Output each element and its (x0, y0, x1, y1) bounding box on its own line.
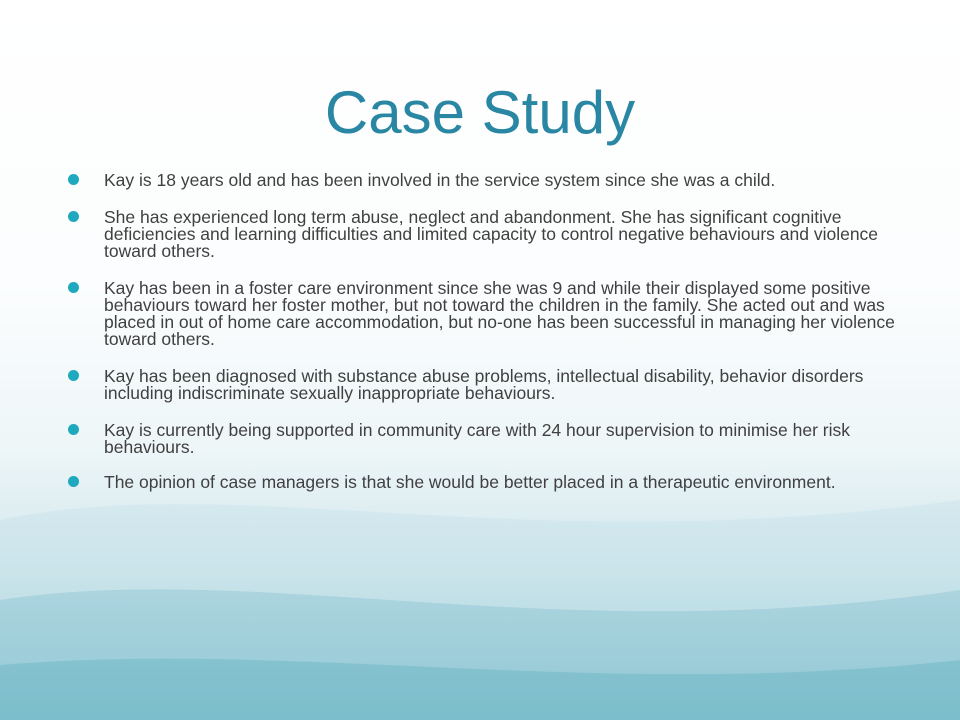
bullet-marker-icon (68, 282, 79, 293)
bullet-text: Kay is 18 years old and has been involved in the service system since she was a child. (104, 170, 776, 190)
bullet-item (66, 422, 896, 456)
bullet-marker-icon (68, 476, 79, 487)
bullet-text: Kay has been in a foster care environment since she was 9 and while their displayed some positive behaviours toward her foster mother, but not toward the children in the family. She acted out and was placed in out of home care accommodation, but no-one has been successful in managing her violence toward others. (104, 278, 895, 349)
bullet-text: She has experienced long term abuse, neglect and abandonment. She has significant cognitive deficiencies and learning difficulties and limited capacity to control negative behaviours and violence toward others. (104, 207, 879, 261)
bullet-item (66, 280, 896, 348)
bullet-text: Kay is currently being supported in community care with 24 hour supervision to minimise her risk behaviours. (104, 420, 851, 457)
bullet-text: The opinion of case managers is that she would be better placed in a therapeutic environment. (104, 472, 836, 492)
bullet-marker-icon (68, 174, 79, 185)
bullet-item (66, 368, 896, 402)
slide-title: Case Study (324, 79, 636, 146)
bullet-marker-icon (68, 370, 79, 381)
bullet-list (66, 172, 896, 513)
bullet-marker-icon (68, 211, 79, 222)
bullet-item (66, 172, 896, 189)
bullet-item (66, 209, 896, 260)
bullet-text: Kay has been diagnosed with substance abuse problems, intellectual disability, behavior disorders including indiscriminate sexually inappropriate behaviours. (104, 366, 864, 403)
bullet-item (66, 474, 896, 491)
bullet-marker-icon (68, 424, 79, 435)
